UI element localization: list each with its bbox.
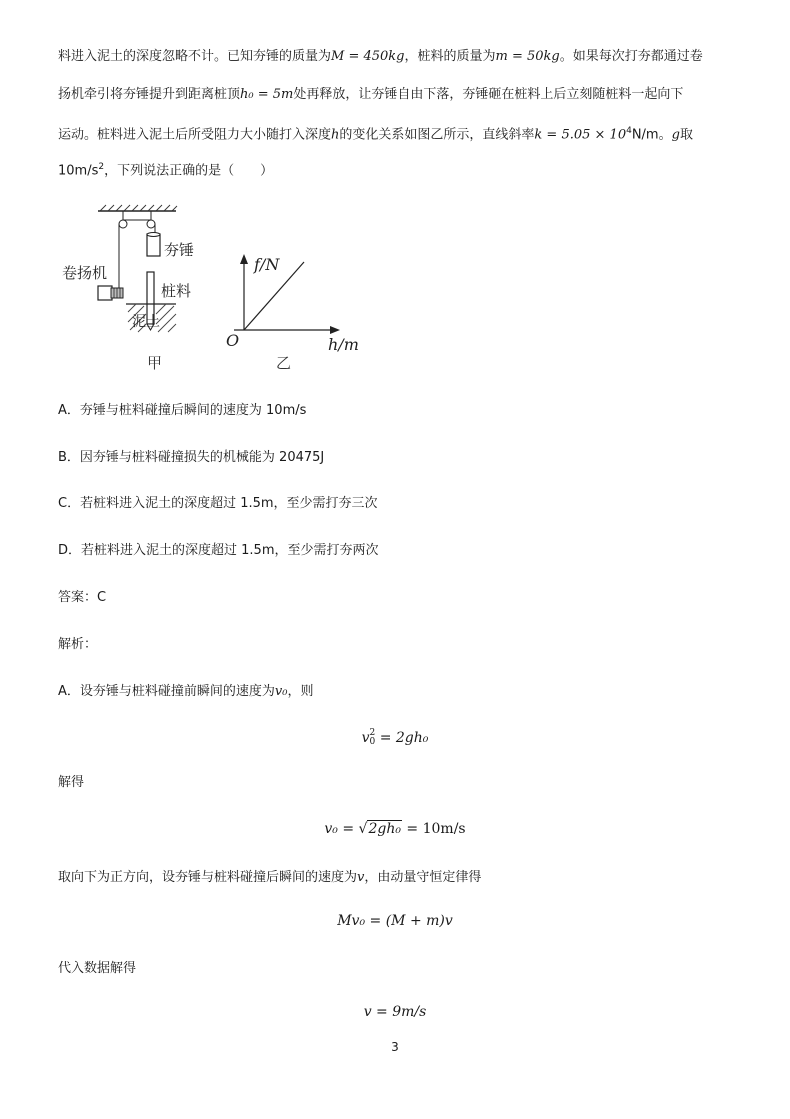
problem-line-3: 运动。桩料进入泥土后所受阻力大小随打入深度h的变化关系如图乙所示，直线斜率$k = 5.05 \times 10^4N/m$。g取 — [58, 126, 693, 143]
direction-statement: 取向下为正方向，设夯锤与桩料碰撞后瞬间的速度为v，由动量守恒定律得 — [58, 870, 482, 885]
solution-a-intro: A．设夯锤与桩料碰撞前瞬间的速度为v₀，则 — [58, 684, 314, 699]
analysis-label: 解析： — [58, 637, 98, 652]
label-hammer: 夯锤 — [164, 241, 195, 259]
option-c: C．若桩料进入泥土的深度超过 1.5m，至少需打夯三次 — [58, 496, 378, 511]
x-arrow — [330, 326, 340, 334]
caption-yi: 乙 — [276, 354, 292, 372]
equation-2: v₀ = √2gh₀ = 10m/s — [324, 821, 466, 837]
page-number: 3 — [391, 1040, 399, 1054]
problem-line-1: 料进入泥土的深度忽略不计。已知夯锤的质量为M = 450kg，桩料的质量为m = 50kg。如果每次打夯都通过卷 — [58, 49, 703, 64]
substitute-label: 代入数据解得 — [58, 961, 137, 976]
problem-figure — [58, 198, 378, 378]
caption-jia: 甲 — [147, 354, 163, 372]
origin-label: O — [226, 331, 240, 350]
figure-jia — [62, 205, 194, 372]
label-soil: 泥土 — [132, 314, 160, 330]
slope-value: k = 5.05 × 10 — [534, 127, 627, 143]
y-axis-label: f/N — [254, 255, 280, 274]
winch-body — [98, 286, 112, 300]
option-b: B．因夯锤与桩料碰撞损失的机械能为 20475J — [58, 450, 325, 465]
equation-3: Mv₀ = (M + m)v — [337, 913, 453, 929]
figure-yi — [226, 254, 359, 372]
mass-hammer: M = 450kg — [331, 49, 405, 64]
problem-line-4: $10m/s^2$，下列说法正确的是（ ） — [58, 162, 274, 179]
problem-line-2: 扬机牵引将夯锤提升到距离桩顶h₀ = 5m处再释放，让夯锤自由下落，夯锤砸在桩料上后立刻随桩料一起向下 — [58, 87, 684, 102]
solve-label-1: 解得 — [58, 775, 85, 790]
ceiling-hatch — [100, 205, 177, 211]
equation-1: v 2 0 = 2gh₀ — [361, 728, 429, 747]
option-a: A．夯锤与桩料碰撞后瞬间的速度为 10m/s — [58, 403, 307, 418]
label-pile: 桩料 — [161, 282, 192, 300]
x-axis-label: h/m — [328, 335, 359, 354]
label-winch: 卷扬机 — [62, 264, 108, 282]
pulley-left — [119, 220, 127, 228]
hammer-shape — [147, 234, 160, 256]
y-arrow — [240, 254, 248, 264]
equation-4: v = 9m/s — [363, 1004, 427, 1020]
option-d: D．若桩料进入泥土的深度超过 1.5m，至少需打夯两次 — [58, 543, 379, 558]
release-height: h₀ = 5m — [240, 87, 294, 102]
answer: 答案：C — [58, 590, 107, 605]
pulley-right — [147, 220, 155, 228]
mass-pile: m = 50kg — [495, 49, 560, 64]
